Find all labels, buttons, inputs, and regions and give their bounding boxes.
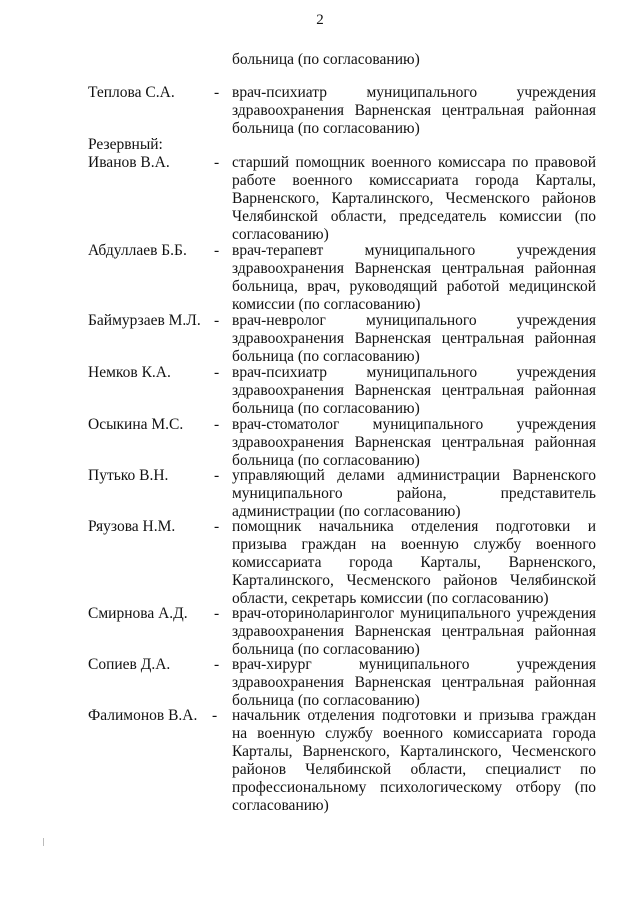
member-name: Баймурзаев М.Л. (88, 312, 201, 329)
separator-dash: - (214, 84, 220, 101)
member-description: врач-психиатр муниципального учреждения здравоохранения Варненская центральная районная больница (по согласованию) (232, 84, 596, 137)
separator-dash: - (214, 242, 220, 259)
page-number: 2 (316, 12, 324, 28)
member-description: врач-психиатр муниципального учреждения здравоохранения Варненская центральная районная больница (по согласованию) (232, 364, 596, 417)
separator-dash: - (214, 364, 220, 381)
member-name: Ряузова Н.М. (88, 518, 176, 535)
member-name: Смирнова А.Д. (88, 605, 188, 622)
member-description: управляющий делами администрации Варненского муниципального района, представитель администрации (по согласованию) (232, 467, 596, 520)
member-name: Немков К.А. (88, 364, 171, 381)
reserve-heading: Резервный: (88, 136, 163, 153)
member-name: Путько В.Н. (88, 467, 169, 484)
member-description: врач-оториноларинголог муниципального учреждения здравоохранения Варненская центральная районная больница (по согласованию) (232, 605, 596, 658)
member-description: начальник отделения подготовки и призыва граждан на военную службу военного комиссариата города Карталы, Варненского, Карталинского, Чесменского районов Челябинской области, специалист по профессиональному психологическому отбору (по согласованию) (232, 707, 596, 814)
member-description: врач-невролог муниципального учреждения здравоохранения Варненская центральная районная больница (по согласованию) (232, 312, 596, 365)
member-description: врач-хирург муниципального учреждения здравоохранения Варненская центральная районная больница (по согласованию) (232, 656, 596, 709)
separator-dash: - (214, 416, 220, 433)
member-description: врач-стоматолог муниципального учреждения здравоохранения Варненская центральная районная больница (по согласованию) (232, 416, 596, 469)
member-name: Осыкина М.С. (88, 416, 184, 433)
separator-dash: - (212, 707, 218, 724)
member-name: Теплова С.А. (88, 84, 175, 101)
separator-dash: - (214, 312, 220, 329)
separator-dash: - (214, 656, 220, 673)
continued-description: больница (по согласованию) (232, 51, 420, 68)
member-name: Абдуллаев Б.Б. (88, 242, 187, 259)
separator-dash: - (214, 605, 220, 622)
member-name: Иванов В.А. (88, 154, 170, 171)
member-name: Фалимонов В.А. (88, 707, 198, 724)
member-description: врач-терапевт муниципального учреждения здравоохранения Варненская центральная районная больница, врач, руководящий работой медицинской комиссии (по согласованию) (232, 242, 596, 313)
separator-dash: - (214, 154, 220, 171)
member-name: Сопиев Д.А. (88, 656, 171, 673)
separator-dash: - (214, 467, 220, 484)
member-description: старший помощник военного комиссара по правовой работе военного комиссариата города Карталы, Варненского, Карталинского, Чесменского районов Челябинской области, председатель комиссии (по согласованию) (232, 154, 596, 243)
separator-dash: - (214, 518, 220, 535)
scan-margin-mark (43, 838, 44, 846)
member-description: помощник начальника отделения подготовки и призыва граждан на военную службу военного комиссариата города Карталы, Варненского, Карталинского, Чесменского районов Челябинской области, секретарь комиссии (по согласованию) (232, 518, 596, 607)
